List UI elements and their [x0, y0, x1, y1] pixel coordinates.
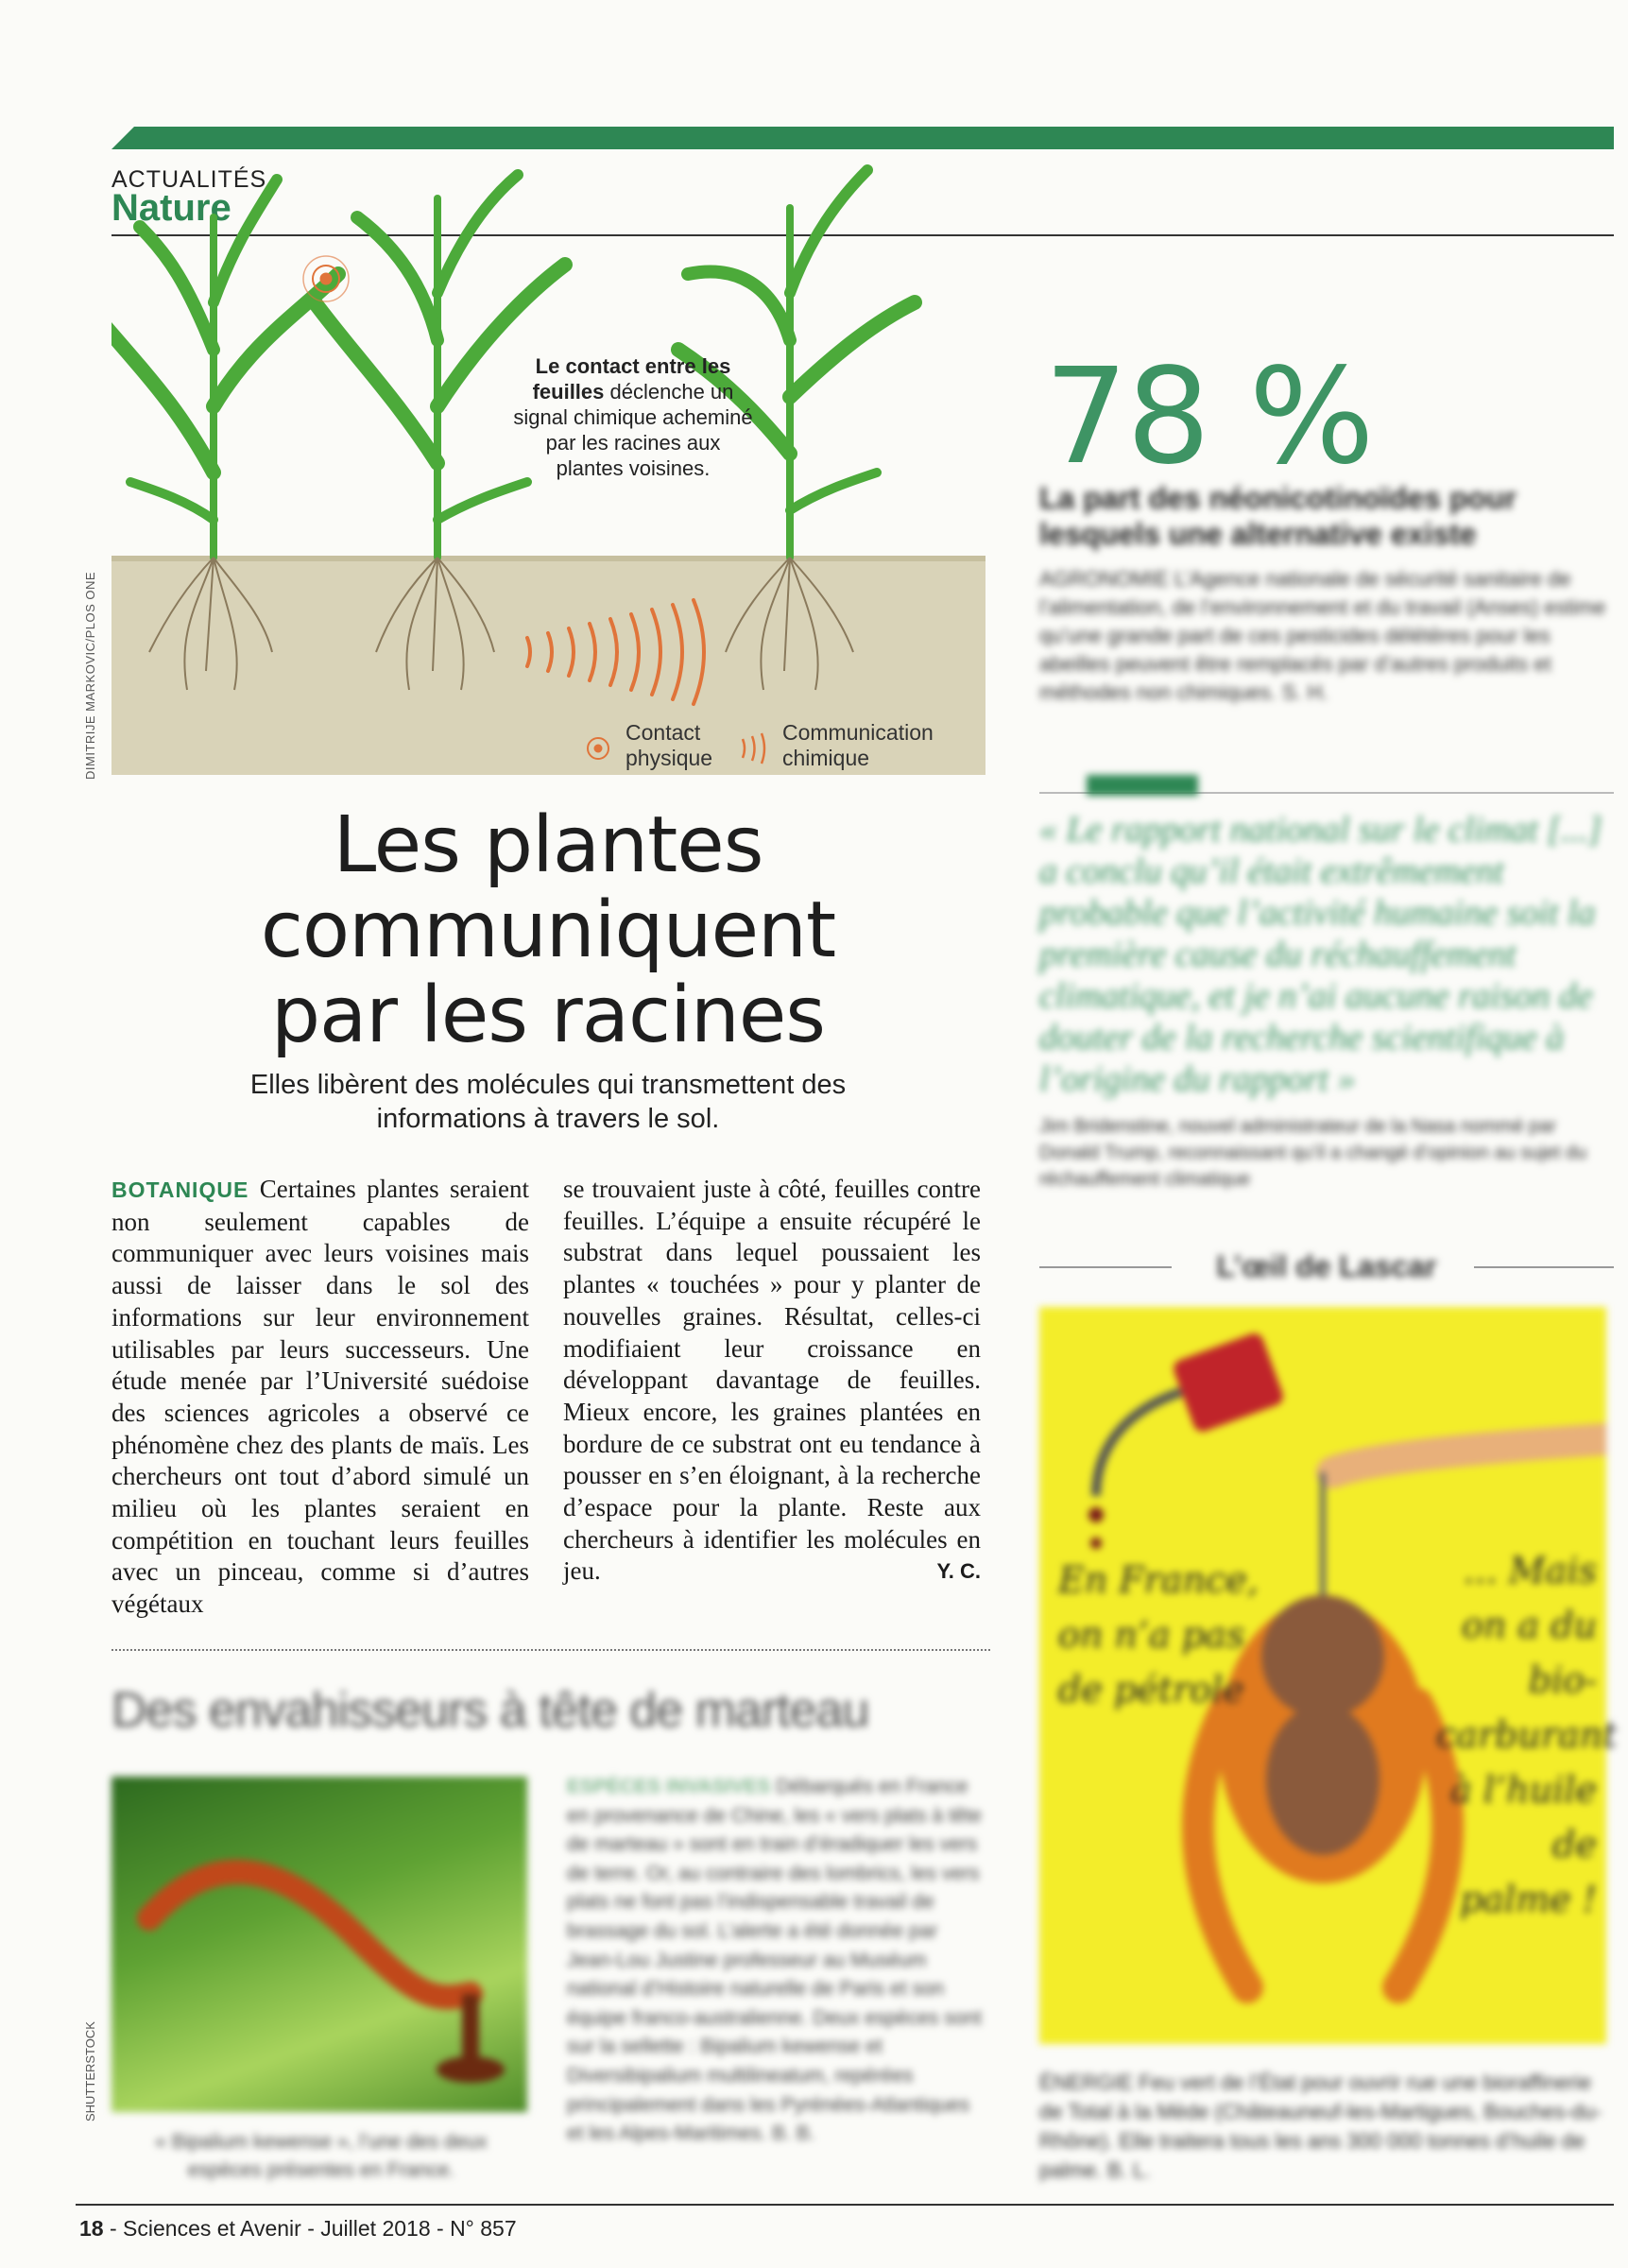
article-dek: Elles libèrent des molécules qui transmettent des informations à travers le sol.: [249, 1070, 847, 1134]
worm-photo: [111, 1777, 527, 2112]
article-column-2: [563, 1174, 981, 1588]
cartoon-text-right: ... Mais on a du bio-carburant à l’huile de palme !: [1436, 1550, 1618, 1920]
illustration-caption: [510, 353, 756, 481]
photo-caption: « Bipalium kewense », l’une des deux espèces présentes en France.: [155, 2131, 488, 2181]
section-title: Nature: [111, 187, 231, 229]
secondary-title: Des envahisseurs à tête de marteau: [111, 1683, 869, 1738]
article-column-1: [111, 1174, 529, 1621]
header-bar-notch: [111, 127, 134, 149]
footer-rule: [76, 2204, 1614, 2206]
quote-tag: [1087, 775, 1198, 796]
worm-drawing: [111, 1777, 527, 2112]
legend-chemical-label: Communication chimique: [782, 720, 934, 770]
corn-plant-1: [111, 180, 338, 558]
caption-bold: Le contact entre les feuilles: [532, 354, 731, 404]
secondary-kicker: ESPÈCES INVASIVES: [567, 1776, 771, 1797]
caption-text: déclenche un signal chimique acheminé par les racines aux plantes voisines.: [513, 380, 753, 480]
article-col2-text: se trouvaient juste à côté, feuilles contre feuilles. L’équipe a ensuite récupéré le substrat dans lequel poussaient les plantes « touchées » pour y planter de nouvelles graines. Résultat, celles-ci modifiaient leur croissance en développant davantage de feuilles. Mieux encore, les graines plantées en bordure de ce substrat ont eu tendance à pousser en s’en éloignant, à la recherche d’espace pour la plante. Reste aux chercheurs à identifier les molécules en jeu.: [563, 1175, 981, 1586]
photo-credit: SHUTTERSTOCK: [83, 2021, 97, 2122]
article-title: Les plantes communiquent par les racines: [260, 800, 836, 1060]
folio: [79, 2216, 517, 2242]
secondary-text: Débarqués en France en provenance de Chine, les « vers plats à tête de marteau » sont en train d’éradiquer les vers de terre. Or, au contraire des lombrics, les vers plats ne font pas l’indispensable travail de brassage du sol. L’alerte a été donnée par Jean-Lou Justine professeur au Muséum national d’Histoire naturelle de Paris et son équipe franco-australienne. Deux espèces sont sur la sellette : Bipalium kewense et Diversibipalium multilineatum, repérées principalement dans les Pyrénées-Atlantiques et les Alpes-Maritimes. B. B.: [567, 1776, 982, 2145]
stat-subtitle: La part des néonicotinoïdes pour lesquels une alternative existe: [1039, 481, 1517, 551]
pull-quote: « Le rapport national sur le climat [...] a conclu qu’il était extrêmement probable que l’activité humaine soit la première cause du réchauffement climatique, et je n’ai aucune raison de douter de la recherche scientifique à l’origine du rapport »: [1039, 810, 1602, 1099]
stat-figure: 78 %: [1044, 340, 1373, 494]
soil-surface: [111, 556, 985, 561]
folio-text: - Sciences et Avenir - Juillet 2018 - N° 857: [109, 2216, 517, 2241]
article-col1-text: Certaines plantes seraient non seulement capables de communiquer avec leurs voisines mais aussi de laisser dans le sol des informations sur leur environnement utilisables par leurs successeurs. Une étude menée par l’Université suédoise des sciences agricoles a observé ce phénomène chez des plants de maïs. Les chercheurs ont tout d’abord simulé un milieu où les plantes seraient en compétition en touchant leurs feuilles avec un pinceau, comme si d’autres végétaux: [111, 1175, 529, 1619]
legend-contact-label: Contact physique: [625, 720, 713, 770]
cartoon-caption: ÉNERGIE Feu vert de l’État pour ouvrir rue une bioraffinerie de Total à la Mède (Châteauneuf-les-Martigues, Bouches-du-Rhône). Elle traitera tous les ans 300 000 tonnes d’huile de palme. B. L.: [1039, 2070, 1602, 2182]
page-number: 18: [79, 2216, 104, 2241]
illustration-credit: DIMITRIJE MARKOVIC/PLOS ONE: [83, 571, 97, 780]
header-bar: [111, 127, 1614, 149]
article-kicker: BOTANIQUE: [111, 1177, 249, 1202]
secondary-body: [567, 1773, 985, 2149]
quote-attribution: Jim Bridenstine, nouvel administrateur de la Nasa nommé par Donald Trump, reconnaissant qu’il a changé d’opinion au sujet du réchauffement climatique: [1039, 1116, 1587, 1190]
article-signature: Y. C.: [936, 1559, 981, 1584]
stat-body: AGRONOMIE L’Agence nationale de sécurité sanitaire de l’alimentation, de l’environnement et du travail (Anses) estime qu’une grande part de ces pesticides délétères pour les abeilles peuvent être remplacés par d’autres produits et méthodes non chimiques. S. H.: [1039, 567, 1606, 704]
cartoon-text-left: En France, on n’a pas de pétrole: [1058, 1559, 1259, 1710]
dotted-separator: [111, 1649, 990, 1651]
cartoon-title: L’œil de Lascar: [1216, 1249, 1437, 1283]
cartoon-panel: [1039, 1307, 1618, 2044]
rubric-label: ACTUALITÉS: [111, 166, 267, 193]
